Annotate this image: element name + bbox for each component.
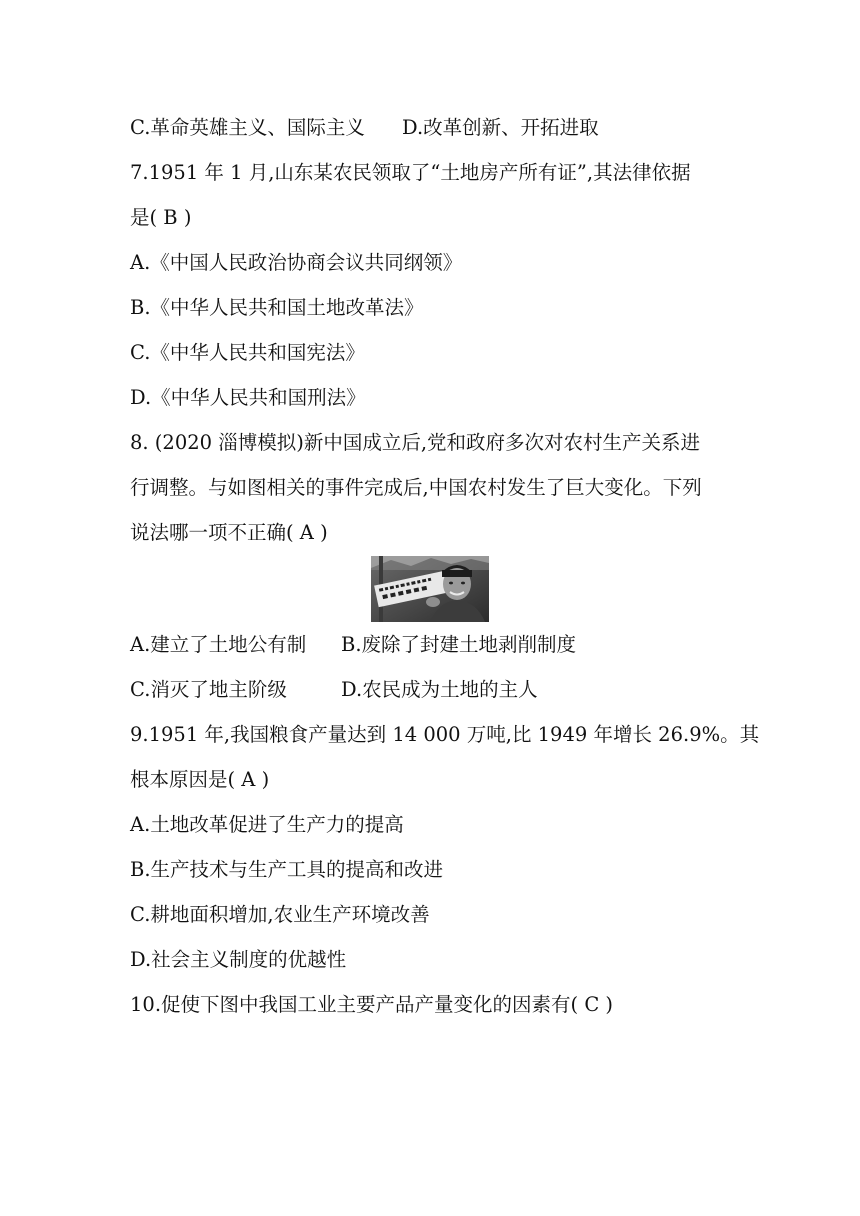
question-9-option-c: C.耕地面积增加,农业生产环境改善 [130,903,430,926]
question-8-option-a: A.建立了土地公有制 [130,633,307,656]
question-7-stem-line-1: 7.1951 年 1 月,山东某农民领取了“土地房产所有证”,其法律依据 [130,161,691,184]
question-7-option-b: B.《中华人民共和国土地改革法》 [130,296,424,319]
question-7-option-d: D.《中华人民共和国刑法》 [130,386,366,409]
question-10-stem-line-1: 10.促使下图中我国工业主要产品产量变化的因素有( C ) [130,993,614,1016]
question-8-option-c: C.消灭了地主阶级 [130,678,287,701]
question-9-option-b: B.生产技术与生产工具的提高和改进 [130,858,444,881]
question-8-option-b: B.废除了封建土地剥削制度 [341,633,577,656]
option-c-q6: C.革命英雄主义、国际主义 [130,116,365,139]
question-9-stem-line-1: 9.1951 年,我国粮食产量达到 14 000 万吨,比 1949 年增长 26.9%。其 [130,723,760,746]
question-9-option-d: D.社会主义制度的优越性 [130,948,347,971]
farmer-photo [371,556,489,622]
question-7-stem-line-2: 是( B ) [130,206,192,229]
question-8-stem-line-2: 行调整。与如图相关的事件完成后,中国农村发生了巨大变化。下列 [130,476,702,499]
question-8-option-d: D.农民成为土地的主人 [341,678,538,701]
question-9-option-a: A.土地改革促进了生产力的提高 [130,813,404,836]
question-8-stem-line-3: 说法哪一项不正确( A ) [130,521,328,544]
question-9-stem-line-2: 根本原因是( A ) [130,768,270,791]
question-7-option-a: A.《中国人民政治协商会议共同纲领》 [130,251,463,274]
question-7-option-c: C.《中华人民共和国宪法》 [130,341,365,364]
option-d-q6: D.改革创新、开拓进取 [402,116,599,139]
question-8-stem-line-1: 8. (2020 淄博模拟)新中国成立后,党和政府多次对农村生产关系进 [130,431,701,454]
